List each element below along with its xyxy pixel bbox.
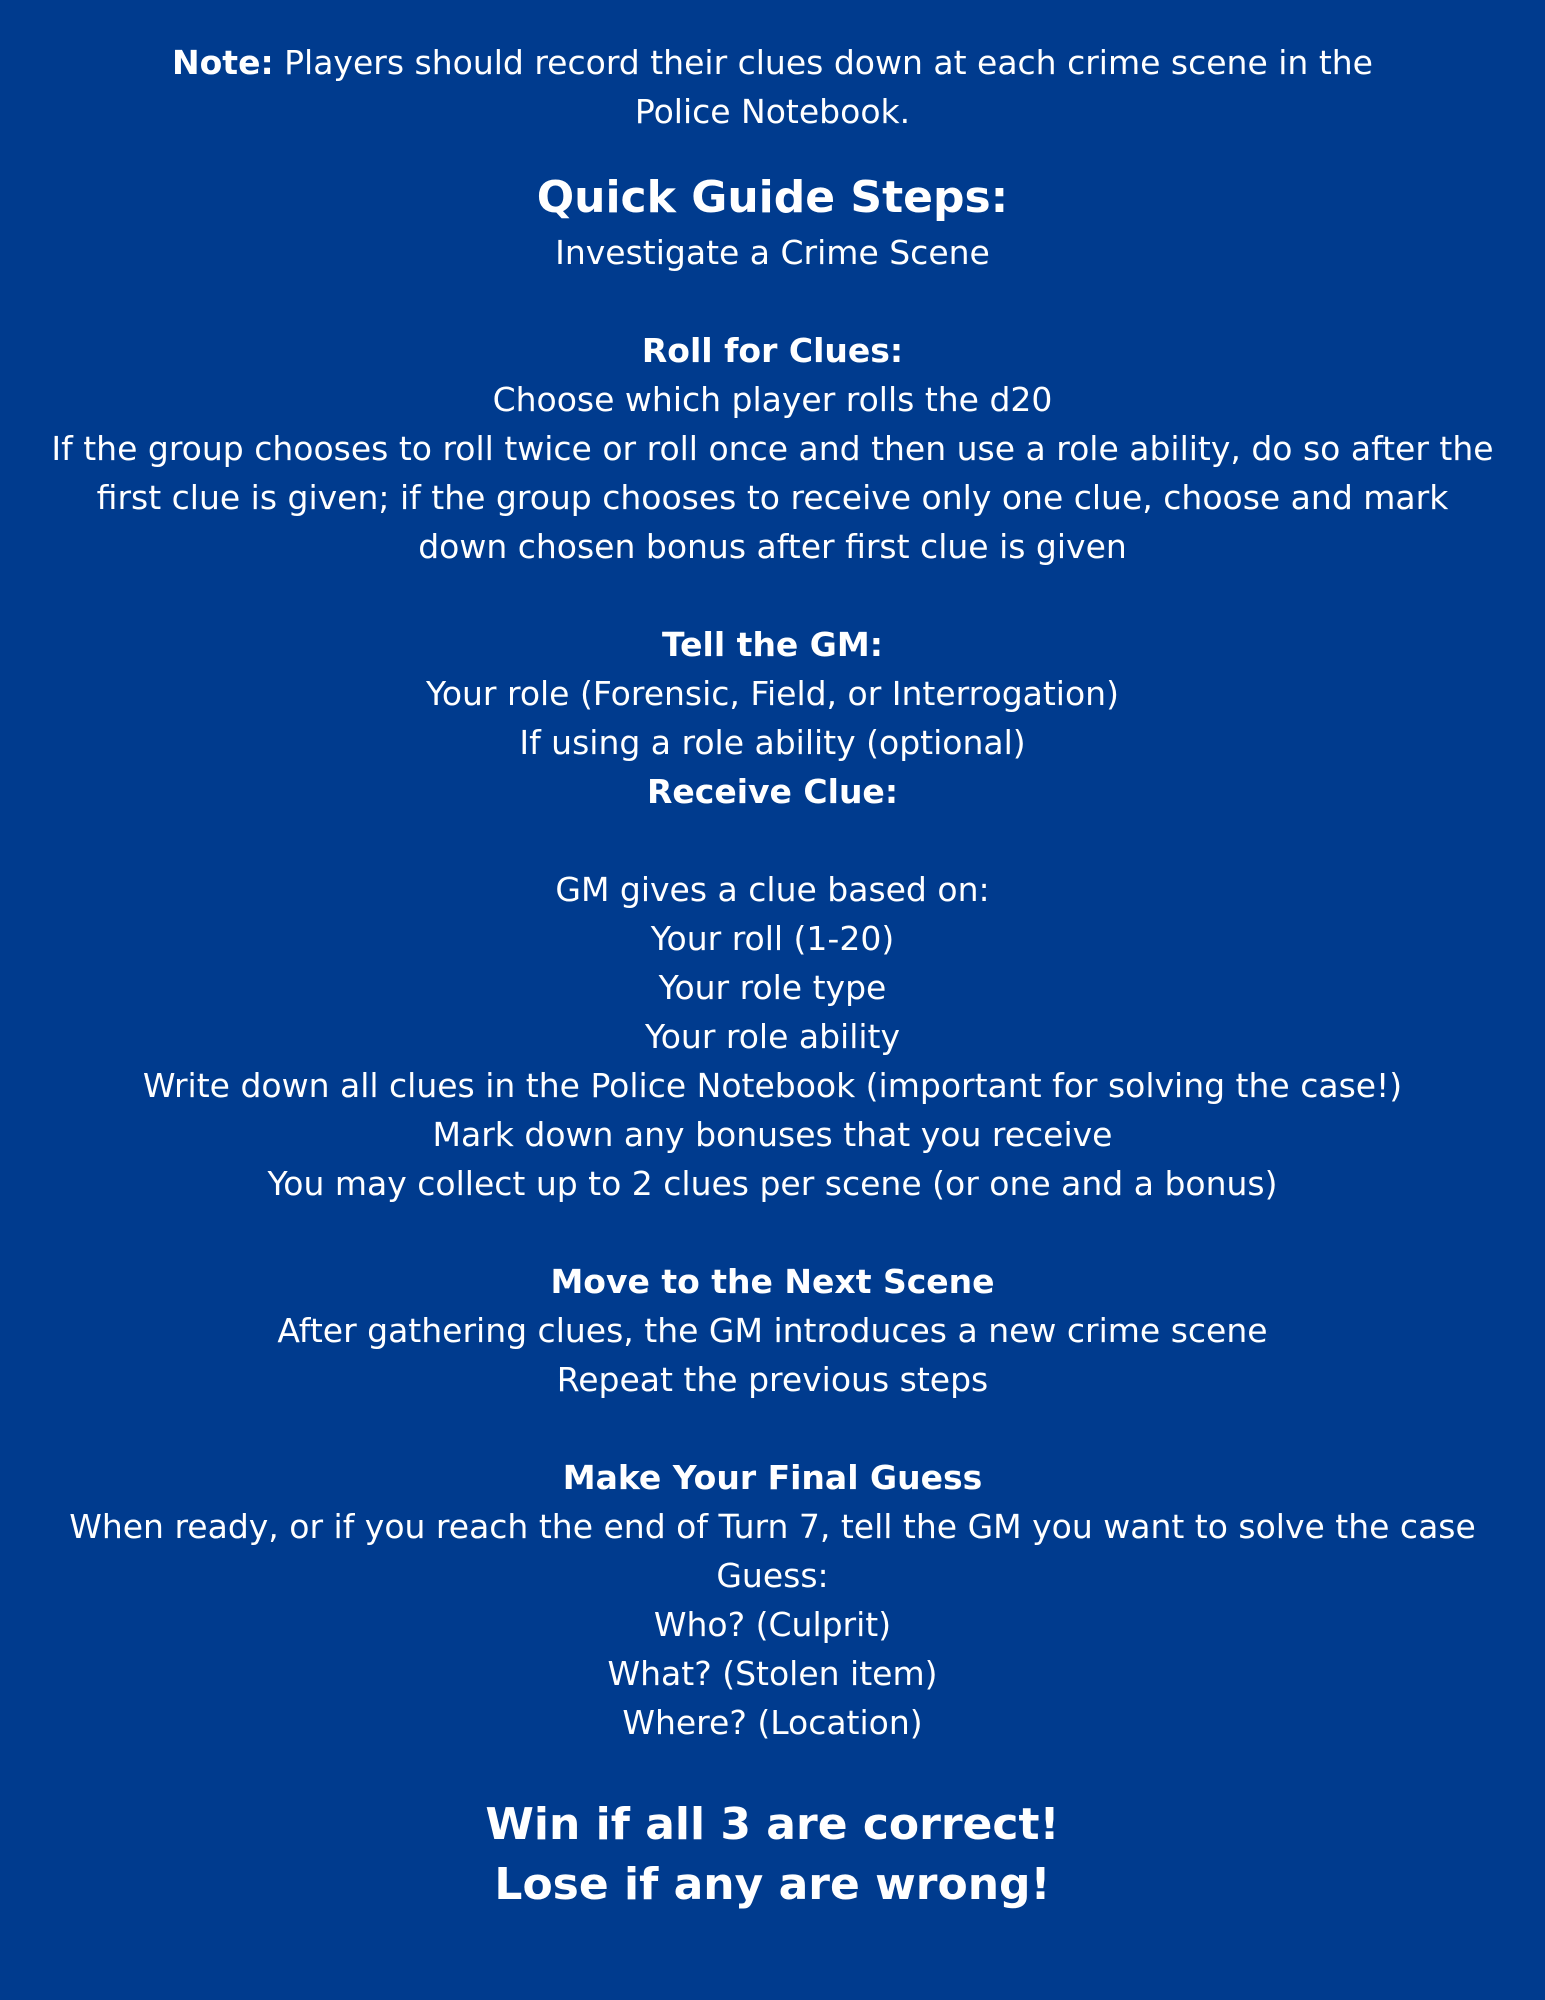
receive-line-1: GM gives a clue based on:: [555, 870, 990, 909]
receive-line-5: Write down all clues in the Police Notebook (important for solving the case!): [142, 1066, 1403, 1105]
roll-line-2: If the group chooses to roll twice or roll once and then use a role ability, do so after the first clue is given; if the group chooses to receive only one clue, choose and mark down chosen bonus after first clue is given: [51, 429, 1494, 566]
guess-line-5: Where? (Location): [622, 1703, 923, 1742]
tell-line-2: If using a role ability (optional): [519, 723, 1026, 762]
note-text: Players should record their clues down at each crime scene in the Police Notebook.: [273, 43, 1373, 131]
note-paragraph: [150, 38, 1395, 136]
lose-condition: Lose if any are wrong!: [494, 1859, 1051, 1910]
intro-line: Investigate a Crime Scene: [555, 233, 990, 272]
win-condition: Win if all 3 are correct!: [485, 1799, 1060, 1850]
move-heading: Move to the Next Scene: [550, 1262, 995, 1301]
roll-heading: Roll for Clues:: [641, 331, 904, 370]
receive-line-4: Your role ability: [644, 1017, 901, 1056]
guess-line-3: Who? (Culprit): [653, 1605, 892, 1644]
note-label: Note:: [172, 43, 274, 82]
guess-line-4: What? (Stolen item): [607, 1654, 938, 1693]
receive-line-6: Mark down any bonuses that you receive: [432, 1115, 1113, 1154]
tell-heading: Tell the GM:: [662, 625, 883, 664]
guess-line-2: Guess:: [716, 1556, 829, 1595]
move-line-2: Repeat the previous steps: [556, 1360, 989, 1399]
tell-line-1: Your role (Forensic, Field, or Interrogation): [426, 674, 1119, 713]
guess-heading: Make Your Final Guess: [562, 1458, 983, 1497]
guess-line-1: When ready, or if you reach the end of Turn 7, tell the GM you want to solve the case: [69, 1507, 1476, 1546]
receive-heading: Receive Clue:: [646, 772, 899, 811]
receive-line-7: You may collect up to 2 clues per scene (or one and a bonus): [267, 1164, 1278, 1203]
roll-line-1: Choose which player rolls the d20: [492, 380, 1053, 419]
receive-line-2: Your roll (1-20): [650, 919, 895, 958]
receive-line-3: Your role type: [658, 968, 887, 1007]
move-line-1: After gathering clues, the GM introduces a new crime scene: [277, 1311, 1268, 1350]
page-title: Quick Guide Steps:: [536, 172, 1009, 223]
